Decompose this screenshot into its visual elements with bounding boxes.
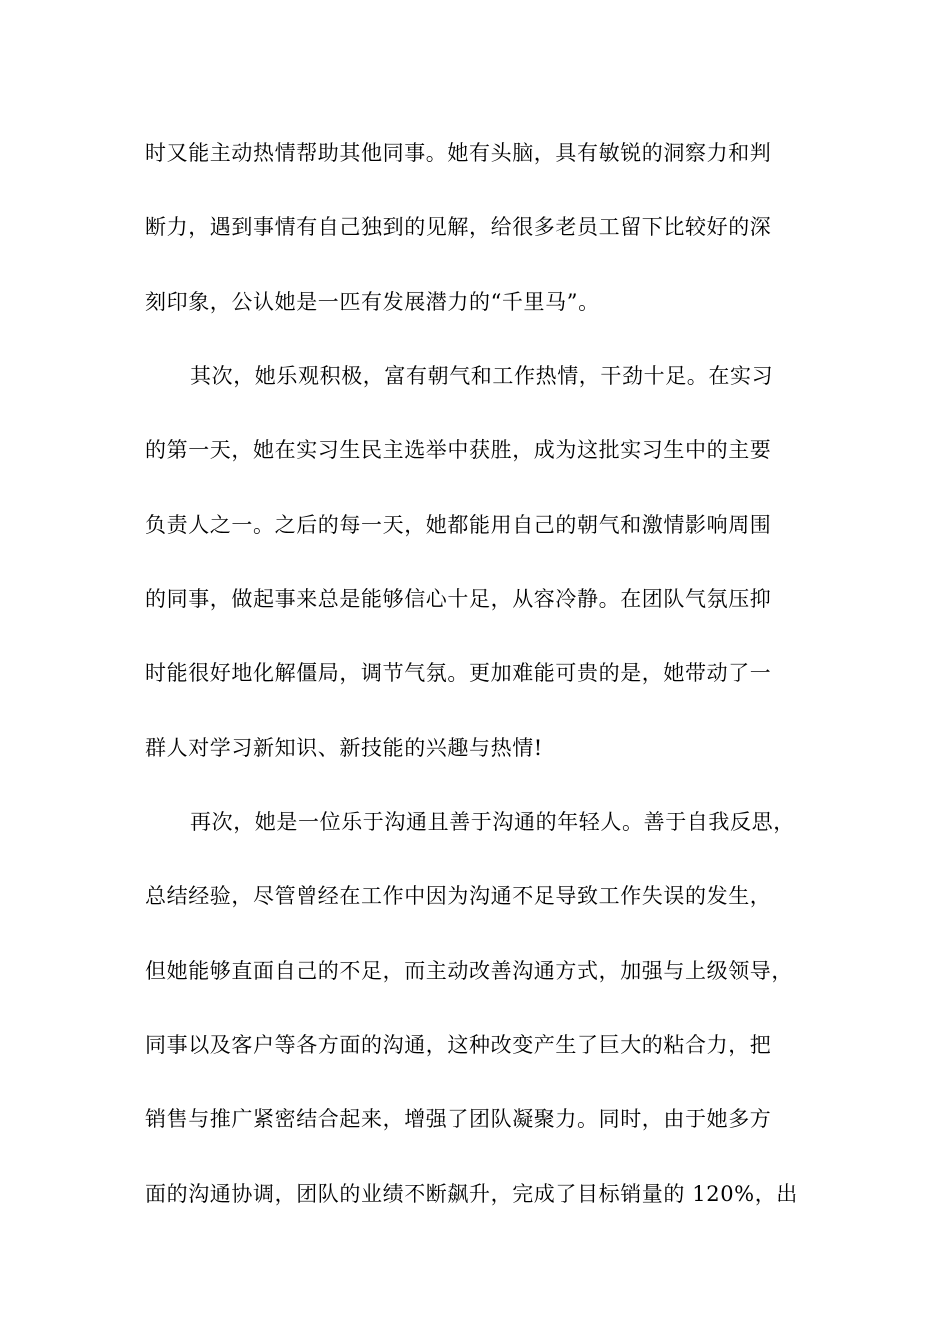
text-line-11: 总结经验，尽管曾经在工作中因为沟通不足导致工作失误的发生，	[145, 884, 772, 908]
text-line-3: 刻印象，公认她是一匹有发展潜力的“千里马”。	[145, 290, 600, 314]
text-line-14: 销售与推广紧密结合起来，增强了团队凝聚力。同时，由于她多方	[145, 1107, 772, 1131]
text-line-2: 断力，遇到事情有自己独到的见解，给很多老员工留下比较好的深	[145, 215, 772, 239]
text-line-8: 时能很好地化解僵局，调节气氛。更加难能可贵的是，她带动了一	[145, 661, 772, 685]
text-line-10: 再次，她是一位乐于沟通且善于沟通的年轻人。善于自我反思，	[190, 810, 795, 834]
text-line-4: 其次，她乐观积极，富有朝气和工作热情，干劲十足。在实习	[190, 364, 774, 388]
text-line-1: 时又能主动热情帮助其他同事。她有头脑，具有敏锐的洞察力和判	[145, 141, 772, 165]
text-line-13: 同事以及客户等各方面的沟通，这种改变产生了巨大的粘合力，把	[145, 1033, 772, 1057]
text-line-6: 负责人之一。之后的每一天，她都能用自己的朝气和激情影响周围	[145, 513, 772, 537]
text-line-9: 群人对学习新知识、新技能的兴趣与热情!	[145, 736, 543, 760]
text-line-12: 但她能够直面自己的不足，而主动改善沟通方式，加强与上级领导，	[145, 959, 793, 983]
text-line-7: 的同事，做起事来总是能够信心十足，从容冷静。在团队气氛压抑	[145, 587, 772, 611]
text-line-5: 的第一天，她在实习生民主选举中获胜，成为这批实习生中的主要	[145, 438, 772, 462]
text-line-15: 面的沟通协调，团队的业绩不断飙升，完成了目标销量的 120%，出	[145, 1182, 798, 1206]
